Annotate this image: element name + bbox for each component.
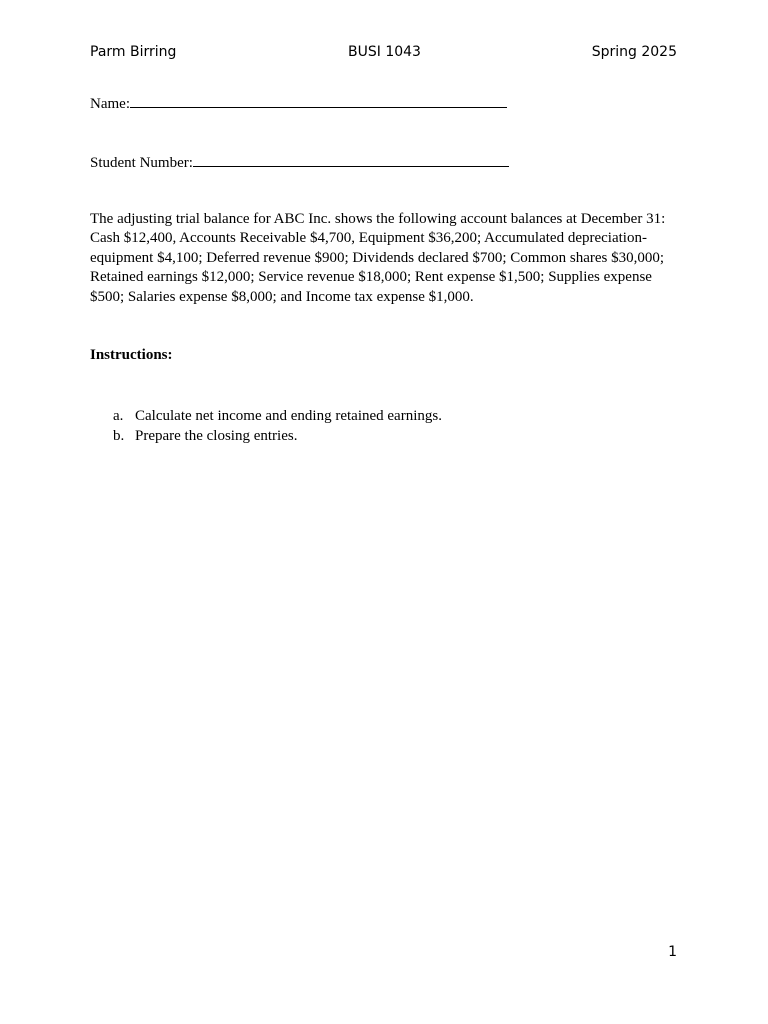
list-item-text: Calculate net income and ending retained earnings.: [135, 408, 442, 424]
page-header: [90, 44, 677, 64]
name-blank-line[interactable]: [130, 93, 507, 108]
student-number-label: Student Number:: [90, 155, 193, 171]
list-item-marker: a.: [113, 408, 124, 424]
student-number-blank-line[interactable]: [193, 152, 509, 167]
instructions-heading: Instructions:: [90, 347, 173, 363]
header-author: Parm Birring: [90, 44, 177, 60]
problem-statement: The adjusting trial balance for ABC Inc. shows the following account balances at December 31: Cash $12,400, Accounts Receivable $4,700, Equipment $36,200; Accumulated depreciation-equipment $4,100; Deferred revenue $900; Dividends declared $700; Common shares $30,000; Retained earnings $12,000; Service revenue $18,000; Rent expense $1,500; Supplies expense $500; Salaries expense $8,000; and Income tax expense $1,000.: [90, 211, 666, 305]
header-course: BUSI 1043: [348, 44, 421, 60]
name-field: [90, 93, 507, 113]
page-number: 1: [668, 944, 677, 960]
list-item-text: Prepare the closing entries.: [135, 428, 298, 444]
name-label: Name:: [90, 96, 130, 112]
student-number-field: [90, 152, 509, 172]
list-item-marker: b.: [113, 428, 125, 444]
header-term: Spring 2025: [591, 44, 677, 60]
